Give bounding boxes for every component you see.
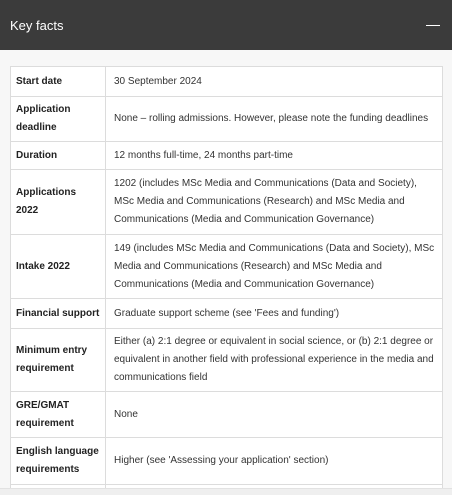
key-facts-table (10, 66, 443, 495)
table-row (11, 170, 443, 235)
fact-label: Duration (11, 142, 106, 170)
key-facts-header[interactable] (0, 0, 452, 50)
fact-label: Intake 2022 (11, 235, 106, 299)
fact-value: Graduate support scheme (see 'Fees and funding') (106, 299, 443, 329)
fact-value: None – rolling admissions. However, please note the funding deadlines (106, 97, 443, 142)
table-row (11, 97, 443, 142)
fact-label: Application deadline (11, 97, 106, 142)
fact-label: English language requirements (11, 438, 106, 485)
key-facts-panel (0, 50, 452, 495)
collapse-icon[interactable] (426, 25, 440, 26)
table-row (11, 142, 443, 170)
table-row (11, 67, 443, 97)
fact-value: Higher (see 'Assessing your application' section) (106, 438, 443, 485)
fact-label: Minimum entry requirement (11, 329, 106, 392)
bottom-bar (0, 488, 452, 495)
table-row (11, 329, 443, 392)
fact-value: 149 (includes MSc Media and Communications (Data and Society), MSc Media and Communications (Research) and MSc Media and Communications (Media and Communication Governance) (106, 235, 443, 299)
fact-label: Start date (11, 67, 106, 97)
fact-value: Either (a) 2:1 degree or equivalent in social science, or (b) 2:1 degree or equivalent in another field with professional experience in the media and communications field (106, 329, 443, 392)
fact-value: None (106, 392, 443, 438)
table-row (11, 235, 443, 299)
table-row (11, 392, 443, 438)
table-row (11, 438, 443, 485)
fact-value: 12 months full-time, 24 months part-time (106, 142, 443, 170)
fact-value: 30 September 2024 (106, 67, 443, 97)
key-facts-title: Key facts (10, 17, 64, 33)
fact-label: GRE/GMAT requirement (11, 392, 106, 438)
table-row (11, 299, 443, 329)
fact-label: Applications 2022 (11, 170, 106, 235)
fact-label: Financial support (11, 299, 106, 329)
fact-value: 1202 (includes MSc Media and Communications (Data and Society), MSc Media and Communications (Research) and MSc Media and Communications (Media and Communication Governance) (106, 170, 443, 235)
